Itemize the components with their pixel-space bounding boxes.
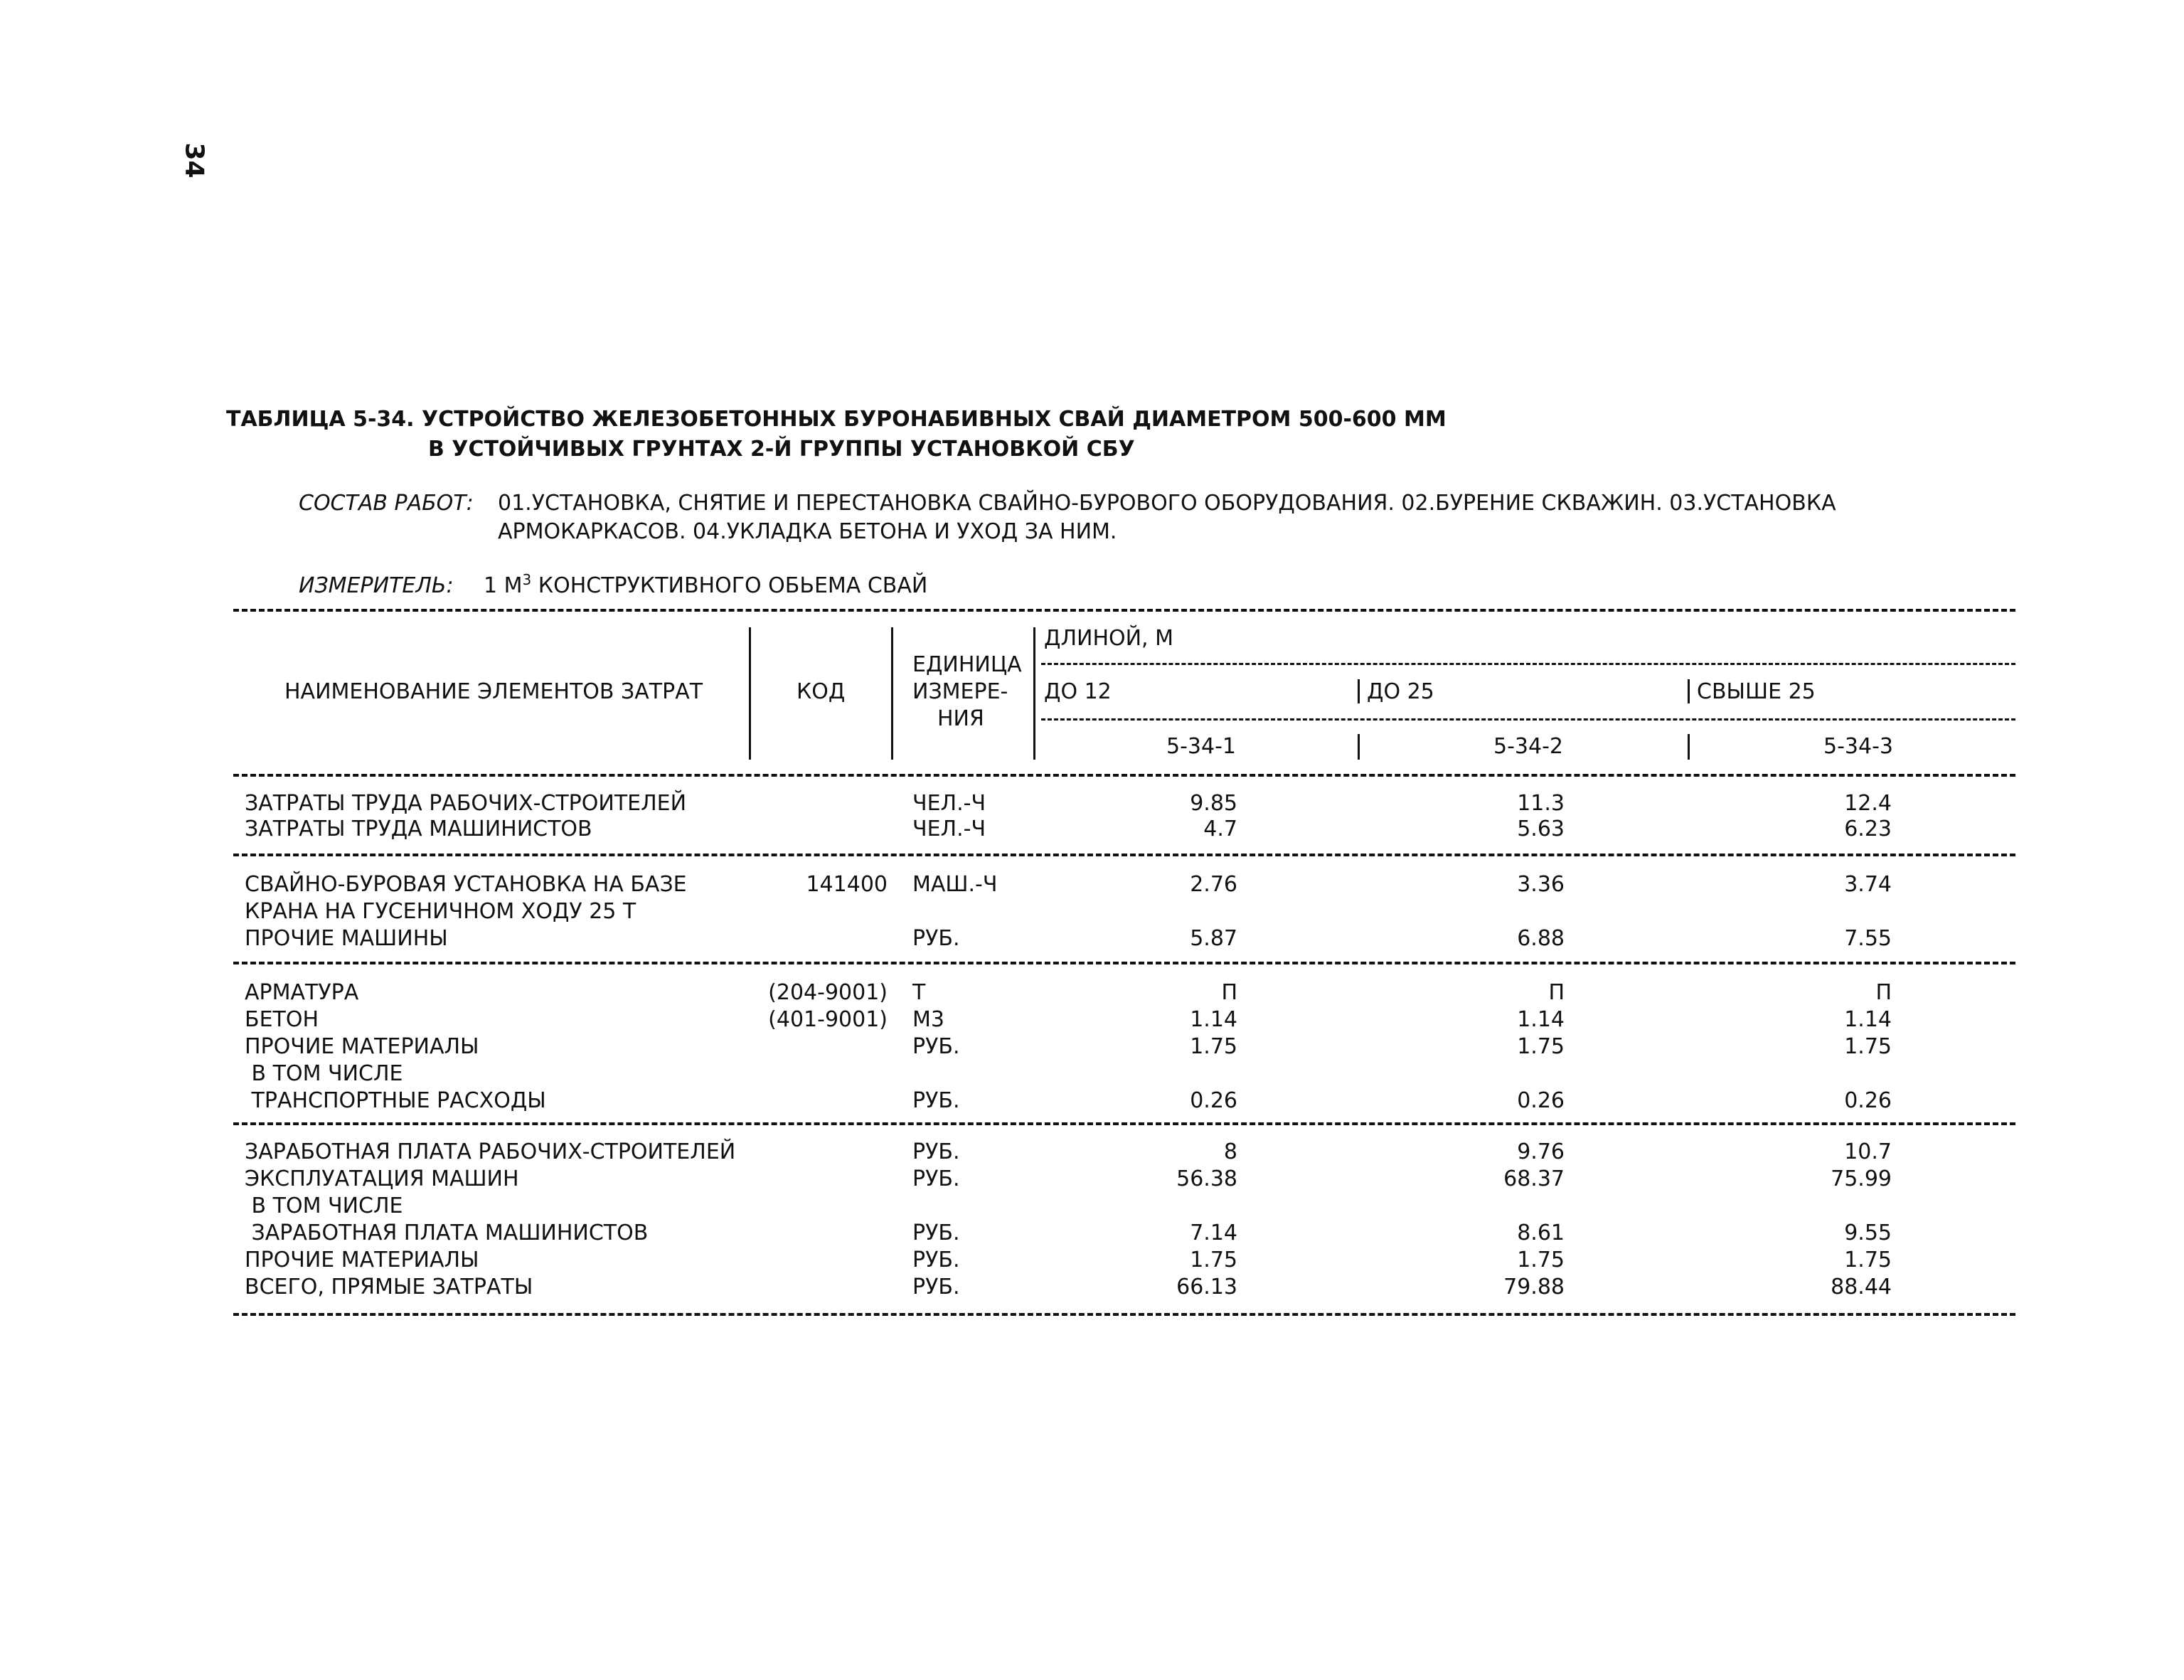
row-value-up-to-12: П: [1221, 980, 1237, 1005]
table-title-line-1: ТАБЛИЦА 5-34. УСТРОЙСТВО ЖЕЛЕЗОБЕТОННЫХ БУРОНАБИВНЫХ СВАЙ ДИАМЕТРОМ 500-600 ММ: [226, 407, 1447, 432]
header-separator: [1358, 734, 1360, 760]
header-inner-rule: [1041, 718, 2015, 721]
row-value-up-to-12: 1.75: [1190, 1248, 1237, 1272]
row-unit: РУБ.: [912, 1275, 960, 1299]
header-col-over-25: СВЫШЕ 25: [1697, 679, 1816, 704]
meter-value: 1 $М^3$ КОНСТРУКТИВНОГО ОБЬЕМА СВАЙ: [484, 571, 928, 598]
row-unit: ЧЕЛ.-Ч: [912, 817, 986, 841]
row-value-over-25: 1.14: [1844, 1007, 1892, 1032]
row-value-up-to-12: 7.14: [1190, 1221, 1237, 1245]
row-value-over-25: 7.55: [1844, 926, 1892, 951]
meter-label: ИЗМЕРИТЕЛЬ:: [299, 573, 454, 598]
row-name: ЗАРАБОТНАЯ ПЛАТА РАБОЧИХ-СТРОИТЕЛЕЙ: [245, 1139, 736, 1164]
row-name: ЭКСПЛУАТАЦИЯ МАШИН: [245, 1166, 519, 1191]
row-name: ЗАТРАТЫ ТРУДА РАБОЧИХ-СТРОИТЕЛЕЙ: [245, 791, 687, 816]
row-value-over-25: 1.75: [1844, 1034, 1892, 1059]
row-code: (204-9001): [768, 980, 888, 1005]
row-name: ВСЕГО, ПРЯМЫЕ ЗАТРАТЫ: [245, 1275, 533, 1299]
row-value-over-25: 75.99: [1831, 1166, 1892, 1191]
row-value-up-to-25: 3.36: [1517, 872, 1565, 897]
row-value-up-to-25: 5.63: [1517, 817, 1565, 841]
header-code-5-34-3: 5-34-3: [1823, 734, 1893, 759]
row-value-up-to-25: 8.61: [1517, 1221, 1565, 1245]
row-value-up-to-25: 79.88: [1503, 1275, 1565, 1299]
header-separator: [1688, 734, 1690, 760]
row-name: В ТОМ ЧИСЛЕ: [245, 1193, 403, 1218]
row-value-up-to-12: 4.7: [1203, 817, 1237, 841]
row-value-over-25: 3.74: [1844, 872, 1892, 897]
row-value-up-to-12: 2.76: [1190, 872, 1237, 897]
header-separator: [1358, 679, 1360, 703]
header-code-5-34-1: 5-34-1: [1166, 734, 1236, 759]
row-unit: РУБ.: [912, 1221, 960, 1245]
row-name: ПРОЧИЕ МАТЕРИАЛЫ: [245, 1034, 479, 1059]
row-unit: РУБ.: [912, 1088, 960, 1113]
work-composition-label: СОСТАВ РАБОТ:: [299, 491, 474, 516]
row-value-up-to-25: 1.75: [1517, 1248, 1565, 1272]
row-value-up-to-12: 56.38: [1176, 1166, 1237, 1191]
row-name: КРАНА НА ГУСЕНИЧНОМ ХОДУ 25 Т: [245, 899, 636, 924]
row-value-over-25: 88.44: [1831, 1275, 1892, 1299]
row-value-over-25: 6.23: [1844, 817, 1892, 841]
section-rule: [233, 1122, 2015, 1125]
header-col-up-to-12: ДО 12: [1044, 679, 1112, 704]
table-top-rule: [233, 609, 2015, 612]
row-code: 141400: [806, 872, 888, 897]
row-unit: РУБ.: [912, 1139, 960, 1164]
work-composition-line-1: 01.УСТАНОВКА, СНЯТИЕ И ПЕРЕСТАНОВКА СВАЙНО-БУРОВОГО ОБОРУДОВАНИЯ. 02.БУРЕНИЕ СКВАЖИН. 03.УСТАНОВКА: [498, 491, 1836, 516]
header-code-column: КОД: [797, 679, 846, 704]
header-separator: [749, 627, 751, 760]
row-value-up-to-25: П: [1548, 980, 1565, 1005]
work-composition-line-2: АРМОКАРКАСОВ. 04.УКЛАДКА БЕТОНА И УХОД ЗА НИМ.: [498, 519, 1117, 544]
row-unit: РУБ.: [912, 1034, 960, 1059]
row-name: ЗАРАБОТНАЯ ПЛАТА МАШИНИСТОВ: [245, 1221, 649, 1245]
row-name: ЗАТРАТЫ ТРУДА МАШИНИСТОВ: [245, 817, 592, 841]
row-value-up-to-12: 5.87: [1190, 926, 1237, 951]
header-code-5-34-2: 5-34-2: [1493, 734, 1563, 759]
header-separator: [1688, 679, 1690, 703]
row-unit: Т: [912, 980, 926, 1005]
row-value-up-to-25: 68.37: [1503, 1166, 1565, 1191]
row-value-over-25: 12.4: [1844, 791, 1892, 816]
row-unit: РУБ.: [912, 1248, 960, 1272]
header-inner-rule: [1041, 663, 2015, 665]
table-bottom-rule: [233, 1313, 2015, 1316]
row-value-up-to-12: 1.14: [1190, 1007, 1237, 1032]
table-title-line-2: В УСТОЙЧИВЫХ ГРУНТАХ 2-Й ГРУППЫ УСТАНОВКОЙ СБУ: [428, 437, 1135, 462]
row-value-over-25: 9.55: [1844, 1221, 1892, 1245]
row-code: (401-9001): [768, 1007, 888, 1032]
row-name: В ТОМ ЧИСЛЕ: [245, 1061, 403, 1086]
row-value-over-25: 0.26: [1844, 1088, 1892, 1113]
row-unit: МАШ.-Ч: [912, 872, 998, 897]
row-value-up-to-25: 1.75: [1517, 1034, 1565, 1059]
row-value-up-to-25: 11.3: [1517, 791, 1565, 816]
row-name: ПРОЧИЕ МАШИНЫ: [245, 926, 448, 951]
row-unit: М3: [912, 1007, 944, 1032]
header-unit-line-2: ИЗМЕРЕ-: [912, 679, 1008, 704]
header-separator: [1033, 627, 1035, 760]
header-col-up-to-25: ДО 25: [1367, 679, 1434, 704]
row-value-up-to-25: 9.76: [1517, 1139, 1565, 1164]
row-value-up-to-12: 66.13: [1176, 1275, 1237, 1299]
header-length-group: ДЛИНОЙ, М: [1044, 626, 1174, 651]
row-name: СВАЙНО-БУРОВАЯ УСТАНОВКА НА БАЗЕ: [245, 872, 687, 897]
row-value-up-to-25: 0.26: [1517, 1088, 1565, 1113]
row-value-over-25: 10.7: [1844, 1139, 1892, 1164]
row-value-up-to-25: 1.14: [1517, 1007, 1565, 1032]
row-value-up-to-25: 6.88: [1517, 926, 1565, 951]
header-unit-line-3: НИЯ: [937, 706, 984, 731]
page-number: 34: [179, 142, 209, 179]
row-value-up-to-12: 0.26: [1190, 1088, 1237, 1113]
row-value-up-to-12: 1.75: [1190, 1034, 1237, 1059]
row-name: ПРОЧИЕ МАТЕРИАЛЫ: [245, 1248, 479, 1272]
row-value-up-to-12: 9.85: [1190, 791, 1237, 816]
row-value-over-25: 1.75: [1844, 1248, 1892, 1272]
header-bottom-rule: [233, 774, 2015, 777]
header-name-column: НАИМЕНОВАНИЕ ЭЛЕМЕНТОВ ЗАТРАТ: [284, 679, 703, 704]
section-rule: [233, 962, 2015, 964]
header-unit-line-1: ЕДИНИЦА: [912, 652, 1022, 677]
row-name: АРМАТУРА: [245, 980, 359, 1005]
row-value-up-to-12: 8: [1223, 1139, 1237, 1164]
row-name: БЕТОН: [245, 1007, 319, 1032]
section-rule: [233, 854, 2015, 856]
row-value-over-25: П: [1875, 980, 1892, 1005]
row-unit: ЧЕЛ.-Ч: [912, 791, 986, 816]
row-unit: РУБ.: [912, 926, 960, 951]
row-unit: РУБ.: [912, 1166, 960, 1191]
header-separator: [891, 627, 893, 760]
row-name: ТРАНСПОРТНЫЕ РАСХОДЫ: [245, 1088, 546, 1113]
